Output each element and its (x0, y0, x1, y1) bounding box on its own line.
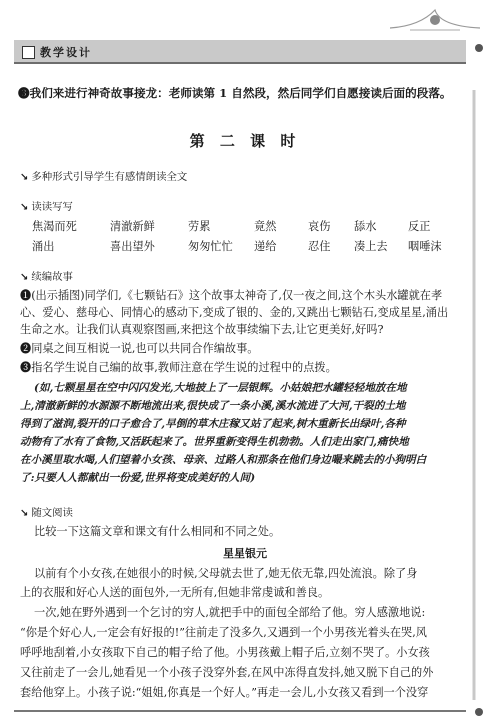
arrow-icon: ↘ (20, 508, 29, 519)
vocab-word: 清澈新鲜 (110, 220, 155, 233)
story-line: 以前有个小女孩,在她很小的时候,父母就去世了,她无依无靠,四处流浪。除了身 (34, 567, 418, 580)
vocab-word: 舔水 (354, 220, 377, 233)
vocab-word: 凑上去 (354, 240, 388, 253)
story-line: 上的衣服和好心人送的面包外,一无所有,但她非常虔诚和善良。 (20, 586, 330, 599)
arrow-icon: ↘ (20, 202, 29, 213)
story-title: 星星银元 (223, 547, 267, 560)
vocab-word: 匆匆忙忙 (188, 240, 233, 253)
reading-prompt: 比较一下这篇文章和课文有什么相同和不同之处。 (34, 525, 281, 538)
vocab-word: 涌出 (32, 240, 55, 253)
vocab-word: 递给 (254, 240, 277, 253)
vocab-word: 劳累 (188, 220, 211, 233)
vocab-word: 忍住 (308, 240, 331, 253)
section-title-continue: ↘ 续编故事 (20, 271, 73, 283)
vocab-word: 咽唾沫 (408, 240, 442, 253)
story-line: “你是个好心人,一定会有好报的!”往前走了没多久,又遇到一个小男孩光着头在哭,风 (20, 626, 427, 639)
bottom-rule (14, 710, 466, 712)
continue-line: 生命之水。让我们认真观察图画,来把这个故事续编下去,让它更美好,好吗? (20, 323, 384, 336)
story-line: 一次,她在野外遇到一个乞讨的穷人,就把手中的面包全部给了他。穷人感激地说: (34, 606, 426, 619)
story-line: 呼呼地刮着,小女孩取下自己的帽子给了他。小男孩戴上帽子后,立刻不哭了。小女孩 (20, 646, 430, 659)
example-line: (如,七颗星星在空中闪闪发光,大地披上了一层银辉。小姑娘把水罐轻轻地放在地 (34, 382, 407, 394)
example-line: 了:只要人人都献出一份爱,世界将变成美好的人间) (20, 472, 256, 484)
arrow-icon: ↘ (20, 172, 29, 183)
story-line: 又往前走了一会儿,她看见一个小孩子没穿外套,在风中冻得直发抖,她又脱下自己的外 (20, 666, 434, 679)
example-line: 上,清澈新鲜的水源源不断地流出来,很快成了一条小溪,溪水流进了大河,干裂的土地 (20, 400, 406, 412)
intro-paragraph: ❸我们来进行神奇故事接龙：老师读第 1 自然段，然后同学们自愿接读后面的段落。 (18, 86, 452, 100)
story-line: 套给他穿上。小孩子说:“姐姐,你真是一个好人。”再走一会儿,小女孩又看到一个没穿 (20, 686, 429, 699)
vocab-word: 反正 (408, 220, 431, 233)
continue-line: ❶(出示插图)同学们,《七颗钻石》这个故事太神奇了,仅一夜之间,这个木头水罐就在孝 (20, 289, 443, 302)
example-line: 动物有了水有了食物,又活跃起来了。世界重新变得生机勃勃。人们走出家门,痛快地 (20, 436, 409, 448)
vocab-word: 喜出望外 (110, 240, 155, 253)
page-margin-decoration (466, 0, 490, 726)
header-title: 教学设计 (40, 46, 92, 59)
example-line: 得到了滋润,裂开的口子愈合了,早倒的草木庄稼又站了起来,树木重新长出绿叶,各种 (20, 418, 406, 430)
continue-line: ❷同桌之间互相说一说,也可以共同合作编故事。 (20, 342, 259, 355)
section-title-vocab: ↘ 读读写写 (20, 201, 73, 213)
example-line: 在小溪里取水喝,人们望着小女孩、母亲、过路人和那条在他们身边嘬来跳去的小狗明白 (20, 454, 427, 466)
vocab-word: 竟然 (254, 220, 277, 233)
section-title-reading: ↘ 多种形式引导学生有感情朗读全文 (20, 171, 188, 183)
checkbox-icon (22, 46, 35, 59)
lesson-title: 第 二 课 时 (189, 132, 301, 150)
continue-line: ❸指名学生说自己编的故事,教师注意在学生说的过程中的点拨。 (20, 361, 337, 374)
section-title-reading-along: ↘ 随文阅读 (20, 507, 73, 519)
arrow-icon: ↘ (20, 272, 29, 283)
vocab-word: 哀伤 (308, 220, 331, 233)
vocab-word: 焦渴而死 (32, 220, 77, 233)
continue-line: 心、爱心、慈母心、同情心的感动下,变成了银的、金的,又跳出七颗钻石,变成星星,涌出 (20, 306, 449, 319)
